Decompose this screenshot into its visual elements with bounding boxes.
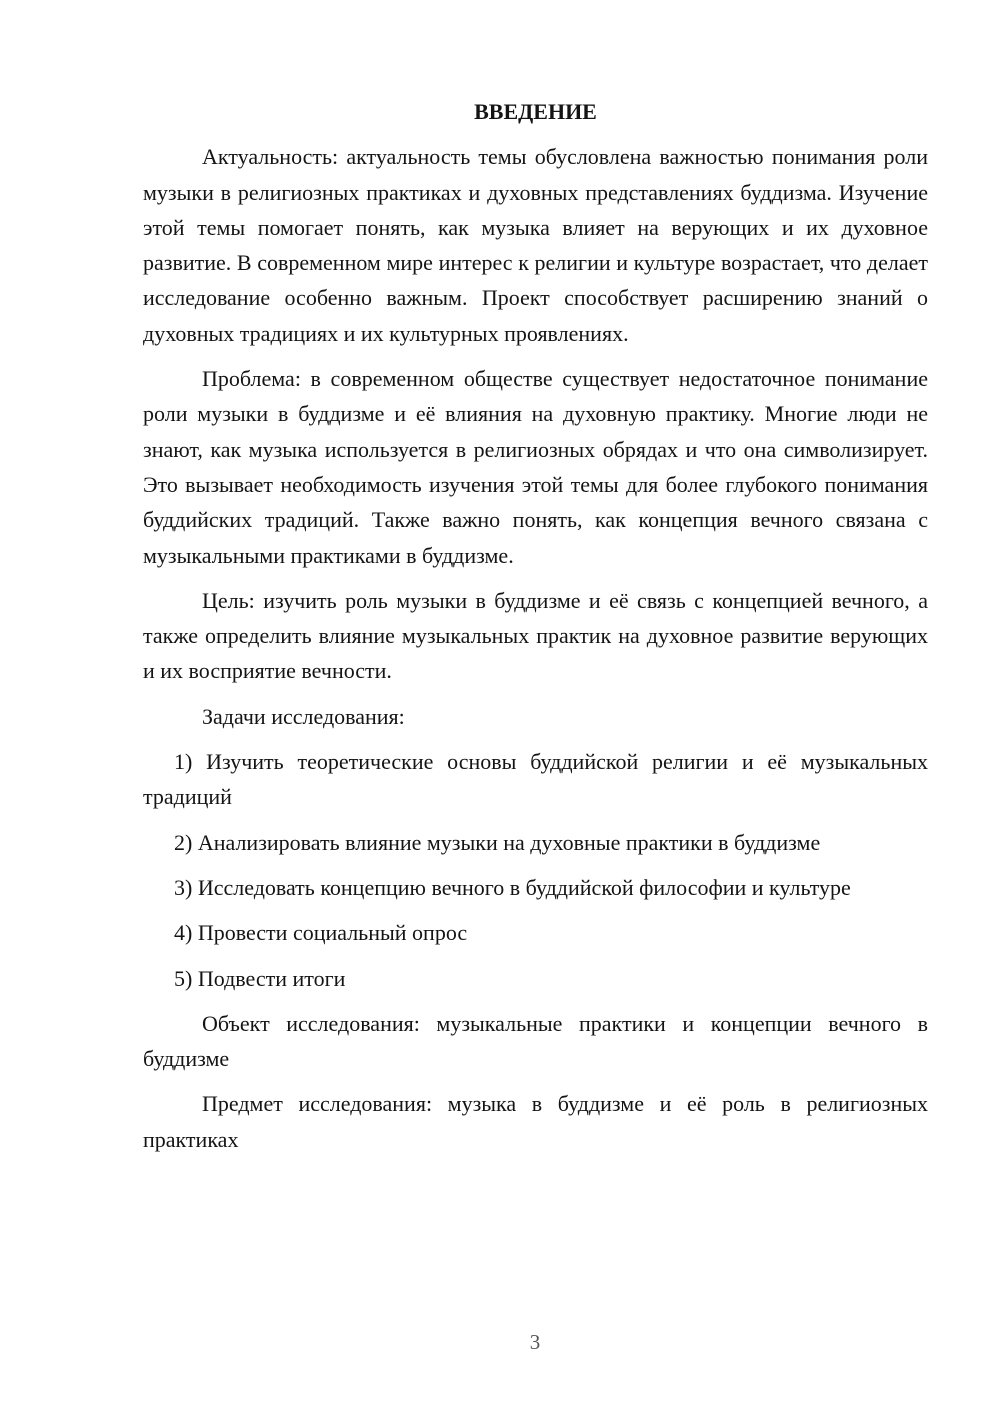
task-item-1: 1) Изучить теоретические основы буддийской религии и её музыкальных традиций <box>143 749 928 810</box>
page-number: 3 <box>529 1330 541 1354</box>
task-item-4: 4) Провести социальный опрос <box>174 920 468 946</box>
task-item-3: 3) Исследовать концепцию вечного в буддийской философии и культуре <box>174 874 851 900</box>
tasks-heading: Задачи исследования: <box>202 703 405 729</box>
relevance-paragraph: Актуальность: актуальность темы обусловлена важностью понимания роли музыки в религиозных практиках и духовных представлениях буддизма. Изучение этой темы помогает понять, как музыка влияет на верующих и их духовное развитие. В современном мире интерес к религии и культуре возрастает, что делает исследование особенно важным. Проект способствует расширению знаний о духовных традициях и их культурных проявлениях. <box>143 144 928 346</box>
task-item-5: 5) Подвести итоги <box>174 965 346 991</box>
task-item-2: 2) Анализировать влияние музыки на духовные практики в буддизме <box>174 829 821 855</box>
document-page <box>143 94 928 1167</box>
object-paragraph: Объект исследования: музыкальные практики и концепции вечного в буддизме <box>143 1010 928 1072</box>
goal-paragraph: Цель: изучить роль музыки в буддизме и её связь с концепцией вечного, а также определить влияние музыкальных практик на духовное развитие верующих и их восприятие вечности. <box>143 587 928 684</box>
section-title: ВВЕДЕНИЕ <box>474 99 597 124</box>
problem-paragraph: Проблема: в современном обществе существует недостаточное понимание роли музыки в буддизме и её влияния на духовную практику. Многие люди не знают, как музыка используется в религиозных обрядах и что она символизирует. Это вызывает необходимость изучения этой темы для более глубокого понимания буддийских традиций. Также важно понять, как концепция вечного связана с музыкальными практиками в буддизме. <box>143 366 928 568</box>
subject-paragraph: Предмет исследования: музыка в буддизме и её роль в религиозных практиках <box>143 1091 928 1152</box>
